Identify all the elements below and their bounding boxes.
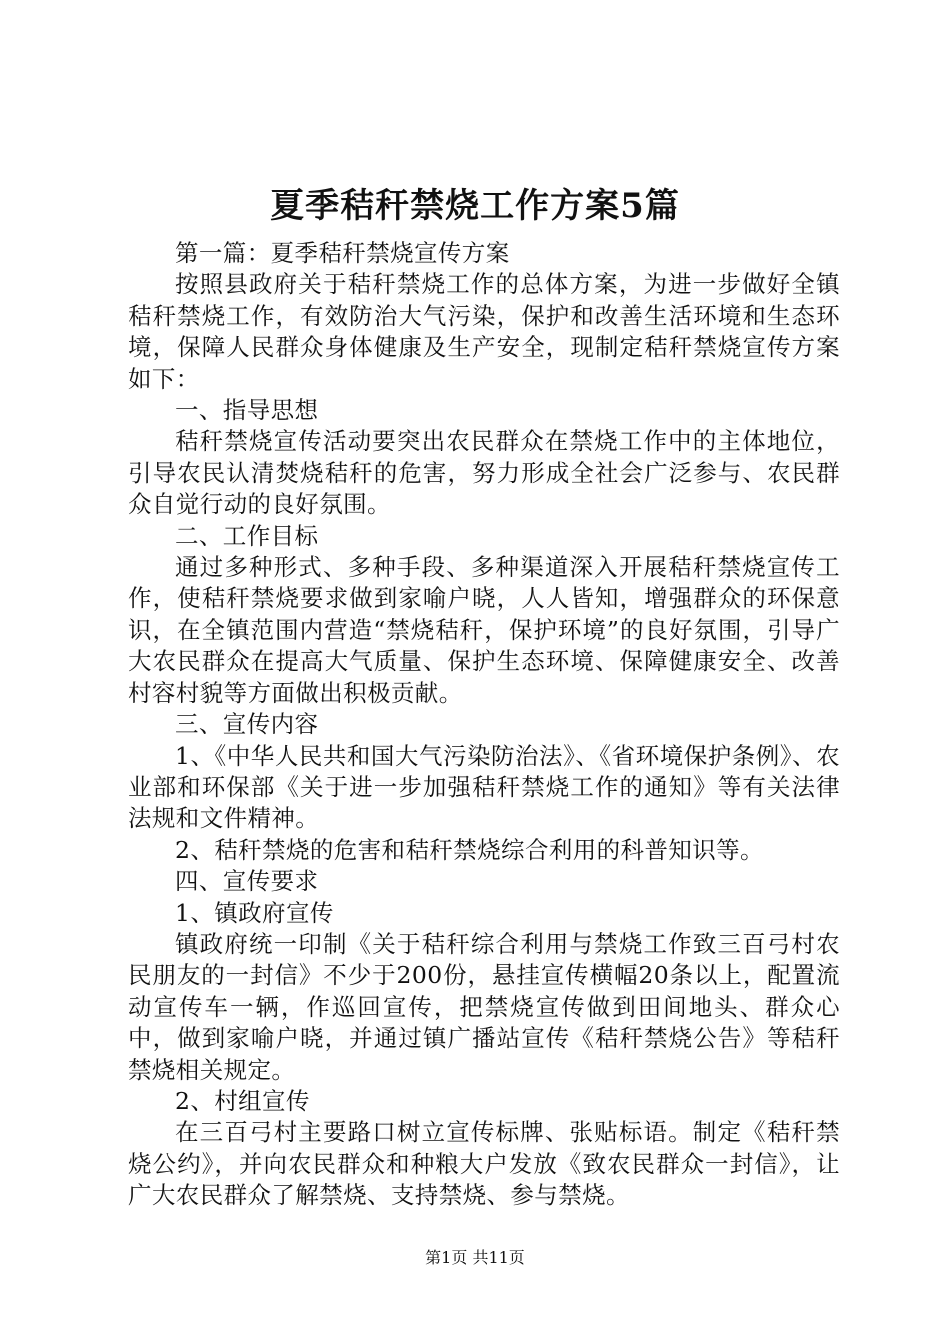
section-heading: 三、宣传内容 [175, 710, 319, 739]
body-paragraph: 通过多种形式、多种手段、多种渠道深入开展秸秆禁烧宣传工作，使秸秆禁烧要求做到家喻户晓，人人皆知，增强群众的环保意识，在全镇范围内营造“禁烧秸秆，保护环境”的良好氛围，引导广大农民群众在提高大气质量、保护生态环境、保障健康安全、改善村容村貌等方面做出积极贡献。 [128, 553, 840, 707]
body-paragraph: 1、《中华人民共和国大气污染防治法》、《省环境保护条例》、农业部和环保部《关于进一步加强秸秆禁烧工作的通知》等有关法律法规和文件精神。 [128, 741, 840, 833]
document-title: 夏季秸秆禁烧工作方案5篇 [270, 186, 680, 226]
body-paragraph: 秸秆禁烧宣传活动要突出农民群众在禁烧工作中的主体地位，引导农民认清焚烧秸秆的危害，努力形成全社会广泛参与、农民群众自觉行动的良好氛围。 [128, 427, 840, 519]
subsection-heading: 2、村组宣传 [175, 1086, 310, 1115]
section-heading: 第一篇：夏季秸秆禁烧宣传方案 [175, 239, 510, 267]
body-paragraph: 2、秸秆禁烧的危害和秸秆禁烧综合利用的科普知识等。 [175, 835, 764, 864]
document-body [128, 238, 840, 1212]
section-heading: 一、指导思想 [175, 396, 319, 425]
page-number-footer: 第1页 共11页 [425, 1248, 525, 1267]
body-paragraph: 在三百弓村主要路口树立宣传标牌、张贴标语。制定《秸秆禁烧公约》，并向农民群众和种粮大户发放《致农民群众一封信》，让广大农民群众了解禁烧、支持禁烧、参与禁烧。 [128, 1118, 840, 1210]
section-heading: 二、工作目标 [175, 521, 319, 550]
body-paragraph: 镇政府统一印制《关于秸秆综合利用与禁烧工作致三百弓村农民朋友的一封信》不少于200份，悬挂宣传横幅20条以上，配置流动宣传车一辆，作巡回宣传，把禁烧宣传做到田间地头、群众心中，做到家喻户晓，并通过镇广播站宣传《秸秆禁烧公告》等秸秆禁烧相关规定。 [128, 929, 840, 1084]
section-heading: 四、宣传要求 [175, 867, 319, 896]
body-paragraph: 按照县政府关于秸秆禁烧工作的总体方案，为进一步做好全镇秸秆禁烧工作，有效防治大气污染，保护和改善生活环境和生态环境，保障人民群众身体健康及生产安全，现制定秸秆禁烧宣传方案如下： [128, 270, 840, 393]
subsection-heading: 1、镇政府宣传 [175, 898, 334, 927]
